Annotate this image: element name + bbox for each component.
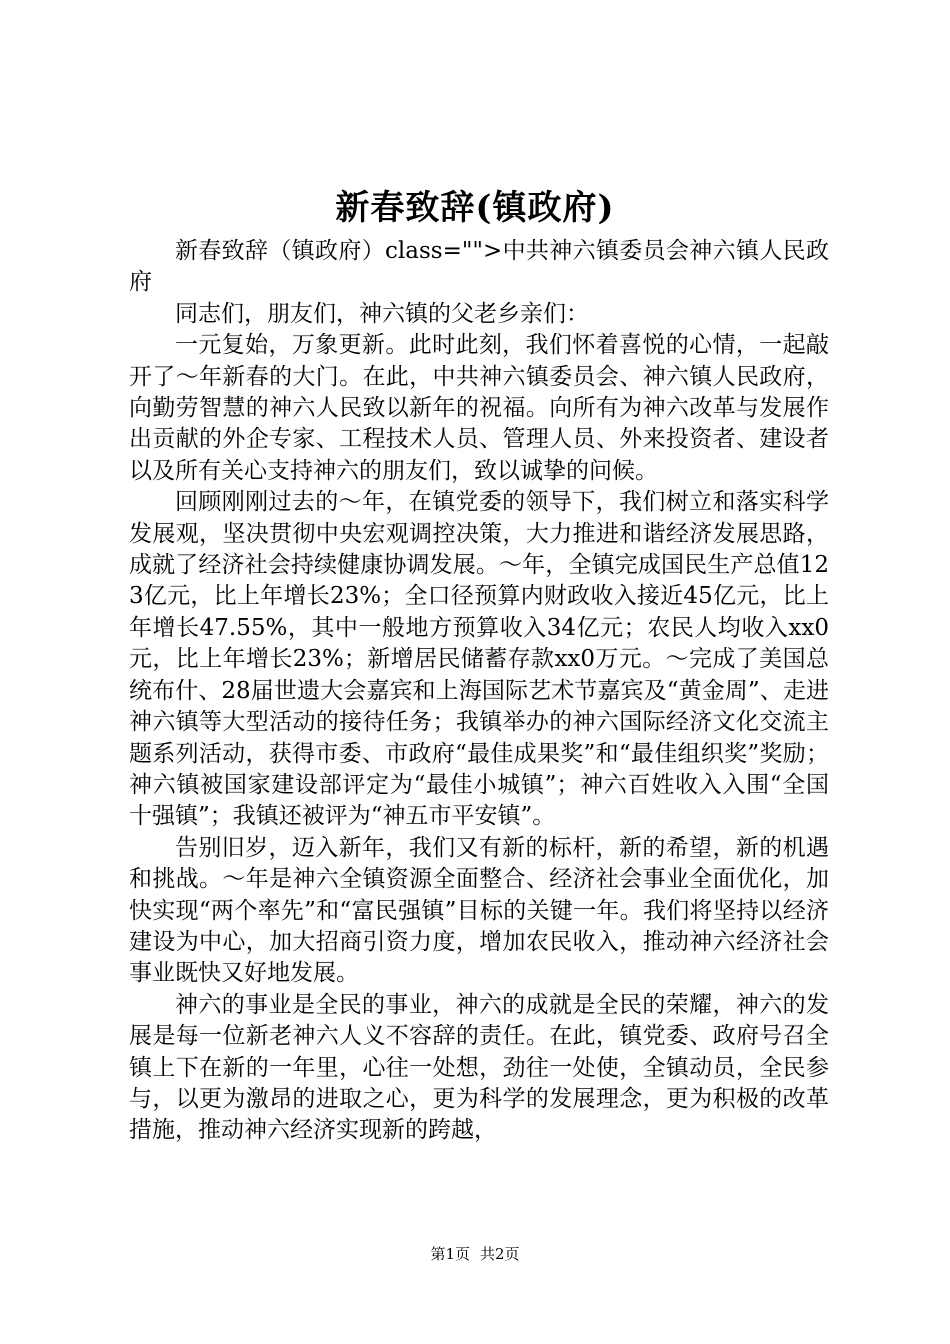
paragraph-new-year: 告别旧岁，迈入新年，我们又有新的标杆，新的希望，新的机遇和挑战。～年是神六全镇资源全面整合、经济社会事业全面优化，加快实现“两个率先”和“富民强镇”目标的关键一年。我们将坚持以经济建设为中心，加大招商引资力度，增加农民收入，推动神六经济社会事业既快又好地发展。 [129,834,829,987]
page-footer [0,1244,950,1264]
paragraph-heading-line: 新春致辞（镇政府）class="">中共神六镇委员会神六镇人民政府 [129,238,829,296]
paragraph-review: 回顾刚刚过去的～年，在镇党委的领导下，我们树立和落实科学发展观，坚决贯彻中央宏观调控决策，大力推进和谐经济发展思路，成就了经济社会持续健康协调发展。～年，全镇完成国民生产总值123亿元，比上年增长23%；全口径预算内财政收入接近45亿元，比上年增长47.55%，其中一般地方预算收入34亿元；农民人均收入xx0元，比上年增长23%；新增居民储蓄存款xx0万元。～完成了美国总统布什、28届世遗大会嘉宾和上海国际艺术节嘉宾及“黄金周”、走进神六镇等大型活动的接待任务；我镇举办的神六国际经济文化交流主题系列活动，获得市委、市政府“最佳成果奖”和“最佳组织奖”奖励；神六镇被国家建设部评定为“最佳小城镇”；神六百姓收入入围“全国十强镇”；我镇还被评为“神五市平安镇”。 [129,489,829,830]
page-total: 共2页 [480,1245,520,1263]
document-body [129,236,829,1147]
document-title: 新春致辞(镇政府) [335,188,615,228]
paragraph-call-to-action: 神六的事业是全民的事业，神六的成就是全民的荣耀，神六的发展是每一位新老神六人义不容辞的责任。在此，镇党委、政府号召全镇上下在新的一年里，心往一处想，劲往一处使，全镇动员，全民参与，以更为激昂的进取之心，更为科学的发展理念，更为积极的改革措施，推动神六经济实现新的跨越， [129,991,829,1144]
paragraph-greeting: 一元复始，万象更新。此时此刻，我们怀着喜悦的心情，一起敲开了～年新春的大门。在此，中共神六镇委员会、神六镇人民政府，向勤劳智慧的神六人民致以新年的祝福。向所有为神六改革与发展作出贡献的外企专家、工程技术人员、管理人员、外来投资者、建设者以及所有关心支持神六的朋友们，致以诚挚的问候。 [129,332,829,484]
page-number: 第1页 [430,1245,470,1263]
paragraph-salutation: 同志们，朋友们，神六镇的父老乡亲们： [175,300,589,327]
